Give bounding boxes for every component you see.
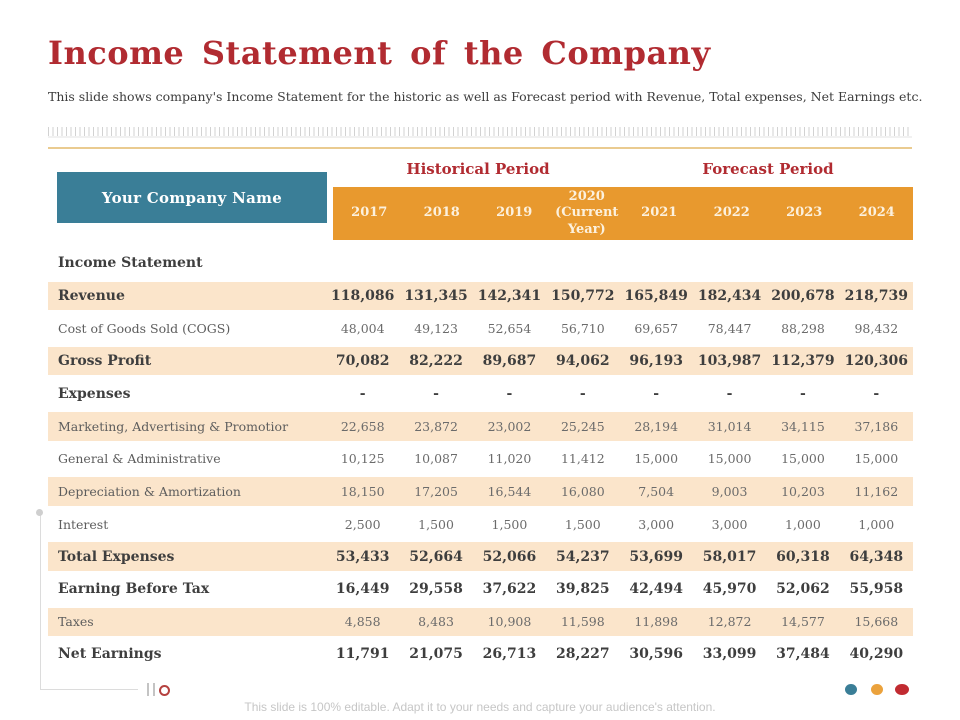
forecast-period-header: Forecast Period [702,160,834,178]
cell-value: 15,000 [634,451,679,467]
cell-value: 16,544 [487,483,532,499]
cell-value: 42,494 [629,581,683,598]
cell-value: 37,186 [854,418,899,434]
cell-value: 48,004 [340,320,385,336]
cell-value: 96,193 [629,353,683,370]
cell-value: 26,713 [482,646,537,663]
cell-value: 52,066 [482,548,537,565]
table-body [48,247,913,671]
row-label: Gross Profit [58,353,152,370]
year-column-header: 2024 [858,205,895,221]
cell-value: 1,500 [564,516,601,532]
cell-value: 23,002 [487,418,532,434]
cell-value: - [726,385,733,402]
cell-value: 15,000 [781,451,825,467]
table-row [48,606,913,639]
cell-value: 39,825 [556,581,610,598]
cell-value: 28,194 [634,418,679,434]
divider-line [48,147,912,149]
cell-value: 21,075 [409,646,463,663]
cell-value: 200,678 [771,287,835,304]
table-row [48,280,913,313]
cell-value: 150,772 [551,287,615,304]
cell-value: 55,958 [849,581,904,598]
table-row [48,377,913,410]
cell-value: - [873,385,880,402]
footer-note: This slide is 100% editable. Adapt it to your needs and capture your audience's attention. [244,700,716,714]
cell-value: 1,000 [785,516,821,532]
cell-value: 29,558 [409,581,463,598]
cell-value: 120,306 [844,353,908,370]
year-column-header: 2023 [786,205,823,221]
company-name-placeholder: Your Company Name [57,172,327,223]
cell-value: 1,000 [858,516,895,532]
cell-value: 17,205 [414,483,458,499]
cell-value: 11,898 [634,614,679,630]
cell-value: 11,791 [335,646,390,663]
cell-value: 118,086 [331,287,395,304]
cell-value: 70,082 [335,353,390,370]
table-row [48,508,913,541]
cell-value: 15,000 [854,451,899,467]
teal-dot-icon [845,684,857,695]
cell-value: - [359,385,366,402]
cell-value: 3,000 [638,516,675,532]
cell-value: - [800,385,806,402]
cell-value: 1,500 [491,516,528,532]
cell-value: 56,710 [560,320,605,336]
table-row [48,573,913,606]
cell-value: 37,484 [776,646,830,663]
year-column-header: 2017 [351,205,388,221]
period-header-row [333,156,913,182]
table-row [48,410,913,443]
cell-value: 10,087 [414,451,458,467]
cell-value: 14,577 [781,614,825,630]
cell-value: 58,017 [702,548,757,565]
cell-value: 37,622 [482,581,537,598]
cell-value: - [506,385,513,402]
cell-value: 7,504 [638,483,675,499]
cell-value: 64,348 [849,548,904,565]
cell-value: 34,115 [781,418,825,434]
cell-value: 28,227 [556,646,610,663]
cell-value: 10,908 [487,614,532,630]
cell-value: 69,657 [634,320,679,336]
cell-value: 22,658 [340,418,385,434]
cell-value: - [579,385,586,402]
cell-value: 52,062 [776,581,830,598]
cell-value: 3,000 [711,516,748,532]
table-row [48,638,913,671]
page-title: Income Statement of the Company [48,34,711,72]
cell-value: 11,020 [487,451,532,467]
cell-value: 53,699 [629,548,683,565]
cell-value: 1,500 [418,516,454,532]
cell-value: 112,379 [771,353,835,370]
cell-value: 15,668 [854,614,899,630]
cell-value: 40,290 [849,646,904,663]
row-label: Cost of Goods Sold (COGS) [58,320,231,336]
cell-value: 23,872 [414,418,458,434]
cell-value: 52,664 [409,548,463,565]
cell-value: 60,318 [776,548,830,565]
cell-value: 18,150 [340,483,385,499]
row-label: General & Administrative [58,451,221,467]
cell-value: 8,483 [418,614,454,630]
cell-value: 10,203 [781,483,825,499]
cell-value: 218,739 [844,287,908,304]
year-column-header: 2018 [423,205,460,221]
row-label: Net Earnings [58,646,162,663]
table-row [48,443,913,476]
cell-value: 94,062 [556,353,610,370]
cell-value: 12,872 [707,614,752,630]
slide-subtitle: This slide shows company's Income Statement for the historic as well as Forecast period with Revenue, Total expenses, Net Earnings etc. [48,89,923,104]
cell-value: - [653,385,660,402]
orange-dot-icon [871,684,883,695]
cell-value: 49,123 [414,320,458,336]
row-label: Revenue [58,287,125,304]
row-label: Depreciation & Amortization [58,483,241,499]
row-label: Earning Before Tax [58,581,210,598]
cell-value: 11,162 [854,483,899,499]
historical-period-header: Historical Period [406,160,550,178]
table-row [48,312,913,345]
row-label: Marketing, Advertising & Promotior [58,418,289,434]
row-label: Expenses [58,385,131,402]
row-label: Interest [58,516,109,532]
row-label: Taxes [58,614,94,630]
year-column-header: 2021 [641,205,678,221]
cell-value: 82,222 [409,353,463,370]
cell-value: 9,003 [711,483,748,499]
cell-value: 30,596 [629,646,683,663]
cell-value: 15,000 [707,451,752,467]
cell-value: 98,432 [854,320,899,336]
decorative-tick [147,683,149,696]
cell-value: - [433,385,439,402]
cell-value: 131,345 [404,287,468,304]
cell-value: 2,500 [344,516,381,532]
decorative-circle-icon [159,685,170,696]
year-column-header: 2019 [496,205,533,221]
cell-value: 25,245 [560,418,605,434]
cell-value: 16,080 [560,483,605,499]
cell-value: 142,341 [477,287,542,304]
cell-value: 11,598 [560,614,605,630]
cell-value: 11,412 [560,451,605,467]
cell-value: 45,970 [702,581,757,598]
hatch-divider [48,127,912,138]
cell-value: 10,125 [340,451,385,467]
table-row [48,247,913,280]
row-label: Total Expenses [58,548,175,565]
year-column-header: 2020 (Current Year) [555,189,619,237]
cell-value: 78,447 [707,320,752,336]
red-dot-icon [895,684,909,695]
decorative-dot [36,509,43,516]
cell-value: 52,654 [487,320,532,336]
decorative-tick [153,683,155,696]
table-row [48,475,913,508]
year-column-header: 2022 [713,205,750,221]
cell-value: 88,298 [781,320,825,336]
row-label: Income Statement [58,255,203,272]
cell-value: 89,687 [482,353,537,370]
cell-value: 4,858 [344,614,381,630]
table-row [48,345,913,378]
year-header-band [333,187,913,240]
cell-value: 53,433 [335,548,390,565]
cell-value: 31,014 [707,418,752,434]
cell-value: 103,987 [697,353,762,370]
cell-value: 165,849 [624,287,688,304]
decorative-vertical-line [40,513,41,689]
cell-value: 54,237 [556,548,610,565]
cell-value: 182,434 [697,287,762,304]
cell-value: 33,099 [702,646,757,663]
table-row [48,540,913,573]
cell-value: 16,449 [335,581,390,598]
decorative-horizontal-line [40,689,138,690]
